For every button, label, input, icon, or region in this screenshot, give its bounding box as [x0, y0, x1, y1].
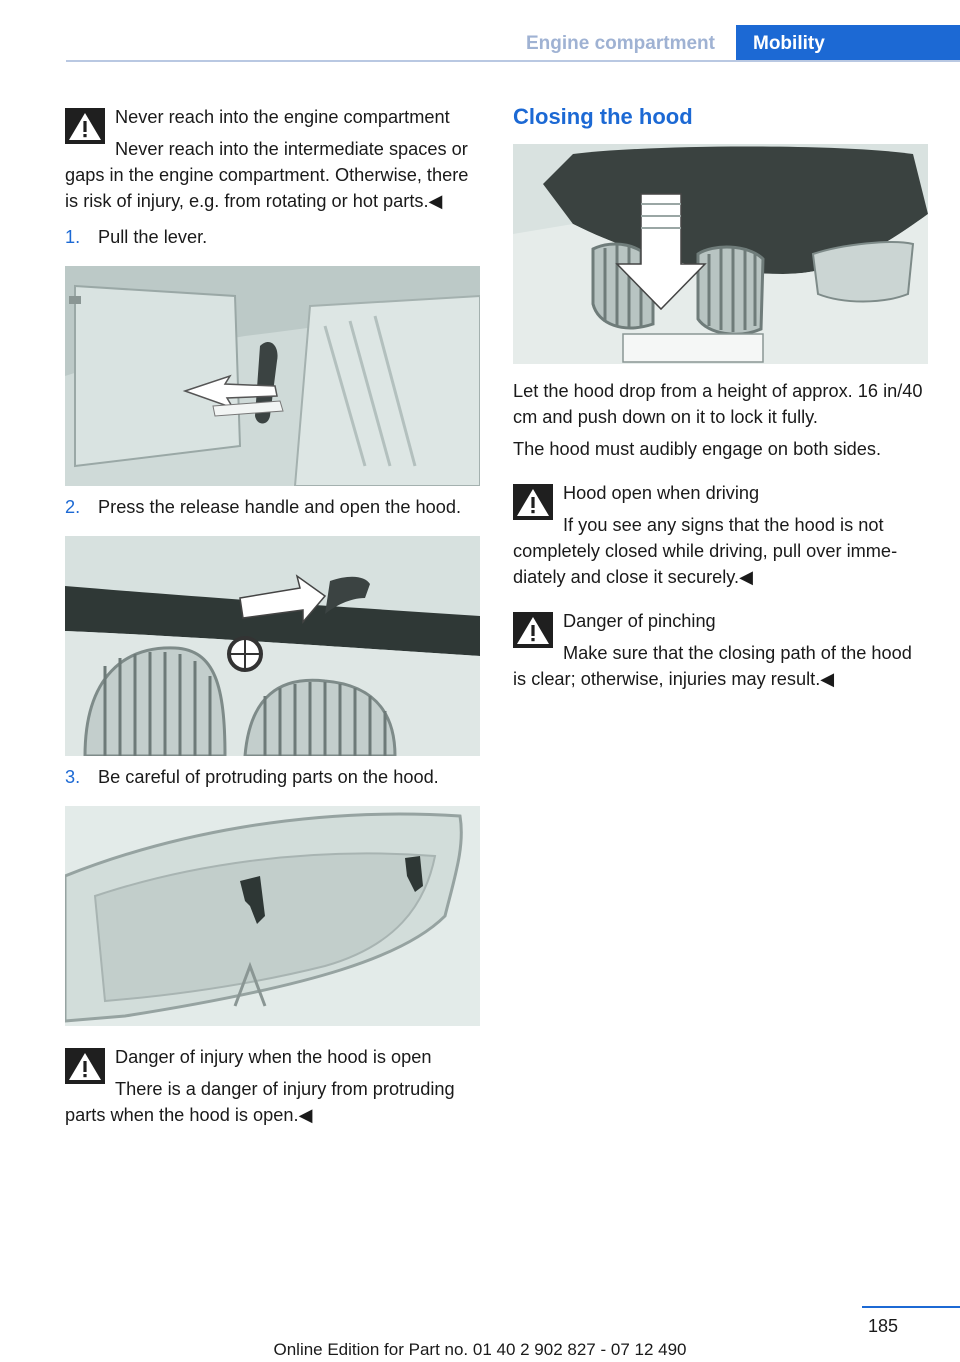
- step-item: [65, 224, 480, 250]
- warning-icon: [513, 484, 553, 520]
- header-section-tab: Engine compartment: [526, 33, 715, 54]
- paragraph: The hood must audibly engage on both sides.: [513, 439, 882, 459]
- warning-engine-compartment: [65, 100, 480, 214]
- step-number: 1.: [65, 227, 81, 247]
- step-text: Press the release handle and open the hood.: [98, 497, 462, 517]
- warning-title: Danger of injury when the hood is open: [115, 1047, 432, 1067]
- warning-title: Danger of pinching: [563, 611, 716, 631]
- steps-list-2: [65, 494, 480, 520]
- paragraph: Let the hood drop from a height of approx. 16 in/40 cm and push down on it to lock it fully.: [513, 381, 923, 427]
- steps-list-3: [65, 764, 480, 790]
- edition-note: Online Edition for Part no. 01 40 2 902 827 - 07 12 490: [273, 1340, 687, 1359]
- warning-text: There is a danger of injury from protruding parts when the hood is open.◀: [65, 1079, 455, 1125]
- steps-list: [65, 224, 480, 250]
- step-item: [65, 764, 480, 790]
- warning-icon: [65, 1048, 105, 1084]
- section-heading: Closing the hood: [513, 104, 693, 129]
- step-text: Be careful of protruding parts on the hood.: [98, 767, 439, 787]
- warning-pinching: [513, 604, 928, 692]
- step-number: 3.: [65, 767, 81, 787]
- warning-hood-open-driving: [513, 476, 928, 590]
- warning-icon: [65, 108, 105, 144]
- warning-icon: [513, 612, 553, 648]
- header-rule: [66, 60, 960, 62]
- figure-release-handle: [65, 536, 480, 756]
- warning-text: If you see any signs that the hood is not completely closed while driving, pull over immediately and close it securely.◀: [513, 515, 898, 587]
- step-number: 2.: [65, 497, 81, 517]
- left-column: [65, 100, 480, 1134]
- warning-text: Never reach into the intermediate spaces or gaps in the engine compartment. Otherwise, there is risk of injury, e.g. from rotating or hot parts.◀: [65, 139, 469, 211]
- figure-open-hood-underside: [65, 806, 480, 1026]
- warning-title: Never reach into the engine compartment: [115, 107, 450, 127]
- warning-hood-open: [65, 1040, 480, 1128]
- footer-rule: [862, 1306, 960, 1308]
- header-chapter-tab: Mobility: [736, 25, 960, 62]
- page-number: 185: [867, 1316, 898, 1336]
- warning-title: Hood open when driving: [563, 483, 760, 503]
- figure-hood-release-lever: [65, 266, 480, 486]
- step-item: [65, 494, 480, 520]
- figure-closing-hood: [513, 144, 928, 364]
- warning-text: Make sure that the closing path of the hood is clear; otherwise, injuries may result.◀: [513, 643, 912, 689]
- right-column: [513, 100, 928, 698]
- step-text: Pull the lever.: [98, 227, 208, 247]
